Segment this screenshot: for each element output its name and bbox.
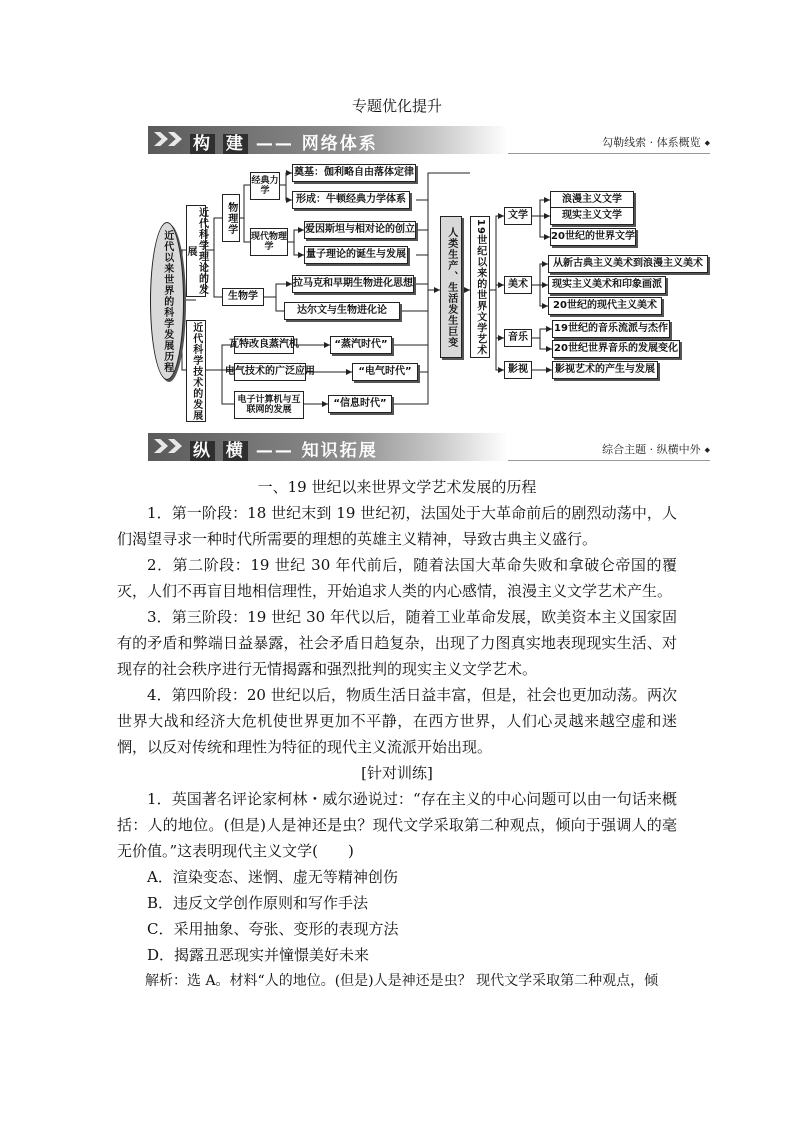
- section-banner-extension: [148, 433, 710, 461]
- center-node: 人类生产、生活发生巨变: [440, 216, 462, 358]
- art-modernism: 20世纪的现代主义美术: [548, 297, 662, 315]
- category-music: 音乐: [504, 329, 532, 347]
- paragraph: 1．第一阶段：18 世纪末到 19 世纪初，法国处于大革命前后的剧烈动荡中，人们渴望寻求一种时代所需要的理想的英雄主义精神，导致古典主义盛行。: [117, 504, 677, 548]
- music-20th: 20世纪世界音乐的发展变化: [552, 340, 680, 358]
- tech-electric: 电气技术的广泛应用: [234, 363, 306, 381]
- option-b: B．违反文学创作原则和写作手法: [147, 894, 369, 912]
- art-realism-impressionism: 现实主义美术和印象画派: [548, 276, 666, 294]
- branch-science-technology: 近代科学技术的发展: [186, 320, 206, 422]
- option-c: C．采用抽象、夸张、变形的表现方法: [147, 920, 399, 938]
- diagram-root: 近代以来世界的科学发展历程: [150, 222, 184, 380]
- banner-title: —— 网络体系: [255, 134, 378, 154]
- banner-word-2: 横: [223, 441, 248, 461]
- right-root: 19世纪以来的世界文学艺术: [470, 216, 490, 358]
- category-fine-arts: 美术: [504, 276, 532, 294]
- category-literature: 文学: [504, 207, 532, 225]
- section-banner-structure: [148, 126, 710, 154]
- node-formation: 形成：牛顿经典力学体系: [292, 191, 410, 209]
- literature-romanticism: 浪漫主义文学: [550, 191, 634, 209]
- film-art: 影视艺术的产生与发展: [552, 361, 658, 379]
- paragraph: 4．第四阶段：20 世纪以后，物质生活日益丰富，但是，社会也更加动荡。两次世界大战和经济大危机使世界更加不平静，在西方世界，人们心灵越来越空虚和迷惘，以反对传统和理性为特征的现代主义流派开始出现。: [117, 686, 677, 756]
- node-lamarck: 拉马克和早期生物进化思想: [292, 275, 414, 293]
- literature-20th-century: 20世纪的世界文学: [550, 228, 636, 246]
- node-darwin: 达尔文与生物进化论: [284, 302, 400, 320]
- music-19th: 19世纪的音乐流派与杰作: [552, 320, 670, 338]
- banner-tag: 综合主题 · 纵横中外 ◆: [602, 441, 710, 457]
- paragraph: 3．第三阶段：19 世纪 30 年代以后，随着工业革命发展，欧美资本主义国家固有的矛盾和弊端日益暴露，社会矛盾日趋复杂，出现了力图真实地表现现实生活、对现存的社会秩序进行无情揭露和强烈批判的现实主义文学艺术。: [117, 608, 677, 678]
- node-quantum: 量子理论的诞生与发展: [304, 246, 408, 264]
- option-a: A．渲染变态、迷惘、虚无等精神创伤: [147, 868, 398, 886]
- banner-word-1: 纵: [190, 441, 215, 461]
- node-einstein: 爱因斯坦与相对论的创立: [304, 221, 416, 239]
- node-modern-physics: 现代物理学: [250, 228, 288, 256]
- banner-title: —— 知识拓展: [255, 441, 378, 461]
- node-physics: 物理学: [222, 194, 240, 242]
- branch-science-theory: 近代科学理论的发展: [185, 207, 208, 295]
- analysis: 解析：选 A。材料“人的地位。(但是)人是神还是虫？ 现代文学采取第二种观点，倾: [145, 973, 659, 989]
- banner-word-1: 构: [190, 134, 215, 154]
- training-heading: [针对训练]: [361, 764, 433, 782]
- tech-computer: 电子计算机与互联网的发展: [234, 391, 304, 419]
- node-classical-mechanics: 经典力学: [250, 172, 280, 200]
- node-foundation: 奠基：伽利略自由落体定律: [292, 164, 416, 182]
- question: 1．英国著名评论家柯林・威尔逊说过：“存在主义的中心问题可以由一句话来概括：人的地位。(但是)人是神还是虫？现代文学采取第二种观点，倾向于强调人的毫无价值。”这表明现代主义文学( ): [117, 790, 677, 860]
- banner-tag: 勾勒线索 · 体系概览 ◆: [602, 134, 710, 150]
- category-film: 影视: [504, 361, 532, 379]
- literature-realism: 现实主义文学: [550, 207, 634, 225]
- section-heading: 一、19 世纪以来世界文学艺术发展的历程: [257, 478, 537, 496]
- era-electric: “电气时代”: [352, 363, 418, 381]
- option-d: D．揭露丑恶现实并憧憬美好未来: [147, 946, 370, 964]
- art-neoclassical: 从新古典主义美术到浪漫主义美术: [548, 255, 708, 273]
- banner-word-2: 建: [223, 134, 248, 154]
- era-steam: “蒸汽时代”: [330, 336, 392, 354]
- paragraph: 2．第二阶段：19 世纪 30 年代前后，随着法国大革命失败和拿破仑帝国的覆灭，人们不再盲目地相信理性，开始追求人类的内心感情，浪漫主义文学艺术产生。: [117, 556, 677, 600]
- tech-steam: 瓦特改良蒸汽机: [234, 336, 294, 354]
- era-information: “信息时代”: [328, 395, 392, 413]
- page-title: 专题优化提升: [351, 97, 442, 115]
- node-biology: 生物学: [222, 288, 264, 306]
- article-body: [117, 500, 677, 994]
